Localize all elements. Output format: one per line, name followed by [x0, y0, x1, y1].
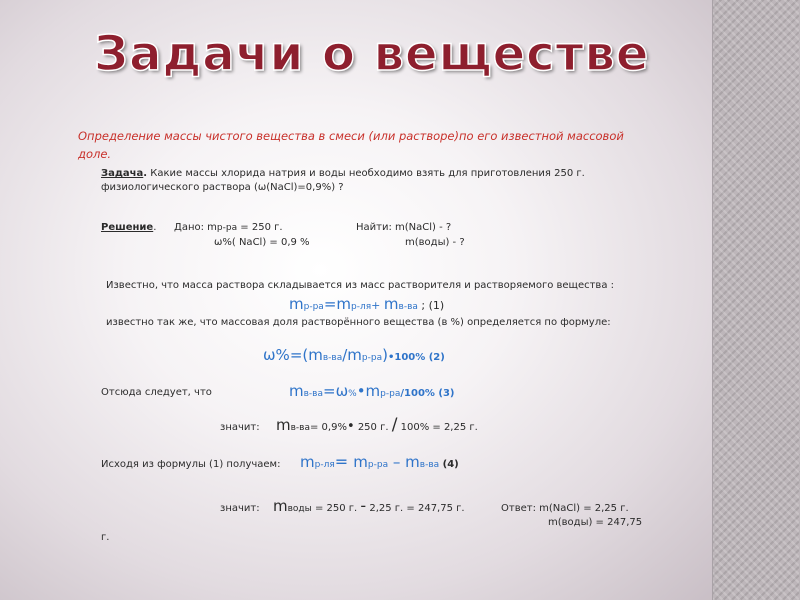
f2-slash: /m	[342, 346, 362, 364]
given-label: Дано:	[174, 222, 208, 233]
m1-slash: /	[391, 415, 398, 435]
m2-minus: -	[360, 496, 367, 515]
task-line-1	[101, 167, 585, 181]
f4-s3: в-ва	[419, 460, 440, 470]
task-line-2: физиологического раствора (ω(NaCl)=0,9%) ?	[101, 182, 344, 193]
known-text: Известно, что масса раствора складывается из масс растворителя и растворяемого вещества :	[106, 280, 614, 291]
find-1: m(NaCl) - ?	[395, 222, 452, 233]
m2-expr2: 2,25 г. = 247,75 г.	[366, 503, 465, 514]
formula-1	[289, 295, 444, 313]
f1-plus: +	[371, 299, 384, 312]
f4-m2: m	[353, 453, 368, 471]
given-m: m	[207, 222, 217, 233]
formula-4	[300, 452, 459, 471]
given-value: = 250 г.	[237, 222, 283, 233]
f3-s2: %	[348, 389, 357, 399]
f3-dot: •m	[356, 382, 381, 400]
find-line-1	[356, 221, 451, 235]
f4-minus: –	[388, 453, 406, 471]
from-formula-text: Исходя из формулы (1) получаем:	[101, 459, 281, 470]
f4-num: (4)	[439, 459, 459, 470]
f1-eq: =	[323, 295, 337, 313]
m1-sub: в-ва	[290, 423, 310, 433]
f4-s2: р-ра	[367, 460, 389, 470]
f4-eq: =	[334, 452, 354, 471]
given-line-1	[174, 221, 283, 235]
f1-m1: m	[289, 295, 304, 313]
f2-lead: ω%=(m	[263, 346, 323, 364]
intro-line-1: Определение массы чистого вещества в смеси (или растворе)по его известной массовой	[78, 129, 624, 143]
m1-bullet: •	[346, 419, 355, 434]
formula-3	[289, 381, 455, 400]
f2-s1: в-ва	[322, 353, 343, 363]
task-label: Задача	[101, 168, 144, 179]
f1-s3: в-ва	[398, 302, 418, 312]
answer-line-1: Ответ: m(NaCl) = 2,25 г.	[501, 503, 629, 514]
intro-line-2: доле.	[78, 147, 112, 161]
means-2-expr	[273, 496, 465, 515]
formula-2	[263, 345, 445, 364]
decorative-side-stripe	[712, 0, 800, 600]
solution-label: Решение	[101, 222, 154, 233]
slide-title: Задачи о веществе	[94, 26, 650, 82]
f4-m3: m	[405, 453, 420, 471]
f1-m2: m	[336, 295, 352, 313]
m2-expr1: = 250 г.	[311, 503, 361, 514]
given-sub: р-ра	[216, 223, 238, 233]
means-2-label: значит:	[220, 503, 260, 514]
solution-dot: .	[153, 222, 157, 233]
f4-s1: р-ля	[314, 460, 335, 470]
find-label: Найти:	[356, 222, 396, 233]
m2-m: m	[273, 497, 288, 515]
also-text: известно так же, что массовая доля растворённого вещества (в %) определяется по формуле:	[106, 317, 611, 328]
m2-sub: воды	[287, 504, 312, 514]
solution-line-1	[101, 221, 156, 235]
f2-s2: р-ра	[361, 353, 383, 363]
find-line-2: m(воды) - ?	[405, 237, 465, 248]
hence-text: Отсюда следует, что	[101, 387, 212, 398]
means-1-expr	[276, 415, 478, 435]
f4-m1: m	[300, 453, 315, 471]
m1-expr2: 250 г.	[354, 422, 392, 433]
m1-expr1: = 0,9%	[310, 422, 347, 433]
f3-eq: =ω	[323, 382, 349, 400]
f1-s2: р-ля	[351, 302, 372, 312]
m1-m: m	[276, 416, 291, 434]
f1-s1: р-ра	[303, 302, 324, 312]
f3-s1: в-ва	[303, 389, 323, 399]
f1-num: ; (1)	[417, 299, 445, 312]
f1-m3: m	[383, 295, 399, 313]
task-dot: .	[143, 168, 148, 179]
given-line-2: ω%( NaCl) = 0,9 %	[214, 237, 310, 248]
f2-tail: •100% (2)	[387, 352, 445, 363]
f3-m1: m	[289, 382, 304, 400]
m1-expr3: 100% = 2,25 г.	[397, 422, 478, 433]
f2-close: )	[382, 346, 388, 364]
means-1-label: значит:	[220, 422, 260, 433]
task-text-1: Какие массы хлорида натрия и воды необходимо взять для приготовления 250 г.	[147, 168, 585, 179]
answer-tail: г.	[101, 532, 110, 543]
answer-line-2: m(воды) = 247,75	[548, 517, 643, 528]
f3-tail: /100% (3)	[400, 388, 455, 399]
f3-s3: р-ра	[380, 389, 401, 399]
